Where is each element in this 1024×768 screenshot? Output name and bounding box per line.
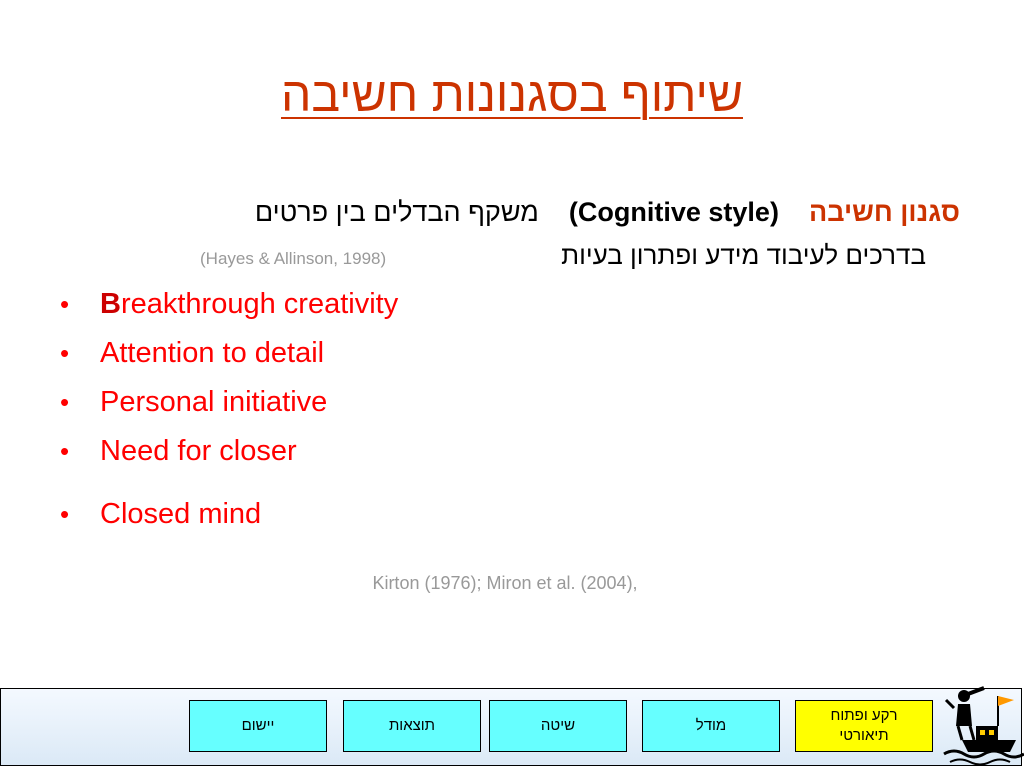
slide-title: שיתוף בסגנונות חשיבה (281, 69, 743, 122)
bullet-list (60, 280, 398, 539)
bullet-dot-icon: • (60, 499, 70, 529)
definition-term: סגנון חשיבה (808, 197, 960, 227)
nav-button-results[interactable]: תוצאות (343, 700, 481, 752)
nav-button-background[interactable]: רקע ופתוח תיאורטי (795, 700, 933, 752)
nav-button-method[interactable]: שיטה (489, 700, 627, 752)
bullet-dot-icon: • (60, 338, 70, 368)
definition-reference: (Hayes & Allinson, 1998) (200, 249, 387, 268)
nav-button-application[interactable]: יישום (189, 700, 327, 752)
nav-button-model[interactable]: מודל (642, 700, 780, 752)
navigation-bar (0, 688, 1022, 766)
citation: Kirton (1976); Miron et al. (2004), (372, 573, 638, 593)
bullet-text: Personal initiative (100, 386, 328, 418)
bullet-item (60, 329, 398, 378)
definition-line-1 (255, 194, 960, 230)
definition-line-1-text: משקף הבדלים בין פרטים (254, 197, 539, 227)
bullet-text: Attention to detail (100, 337, 325, 369)
bullet-text: Need for closer (100, 435, 297, 467)
bullet-item (60, 378, 398, 427)
definition-english-term: (Cognitive style) (568, 197, 779, 227)
bullet-item (60, 427, 398, 476)
bullet-text: Closed mind (100, 498, 262, 530)
bullet-item (60, 490, 398, 539)
ship-logo-icon (940, 680, 1024, 768)
definition-line-2: בדרכים לעיבוד מידע ופתרון בעיות (561, 240, 926, 270)
bullet-item (60, 280, 398, 329)
bullet-first-letter: B (100, 288, 121, 320)
bullet-dot-icon: • (60, 387, 70, 417)
bullet-text: reakthrough creativity (120, 288, 399, 320)
bullet-dot-icon: • (60, 436, 70, 466)
bullet-dot-icon: • (60, 289, 70, 319)
